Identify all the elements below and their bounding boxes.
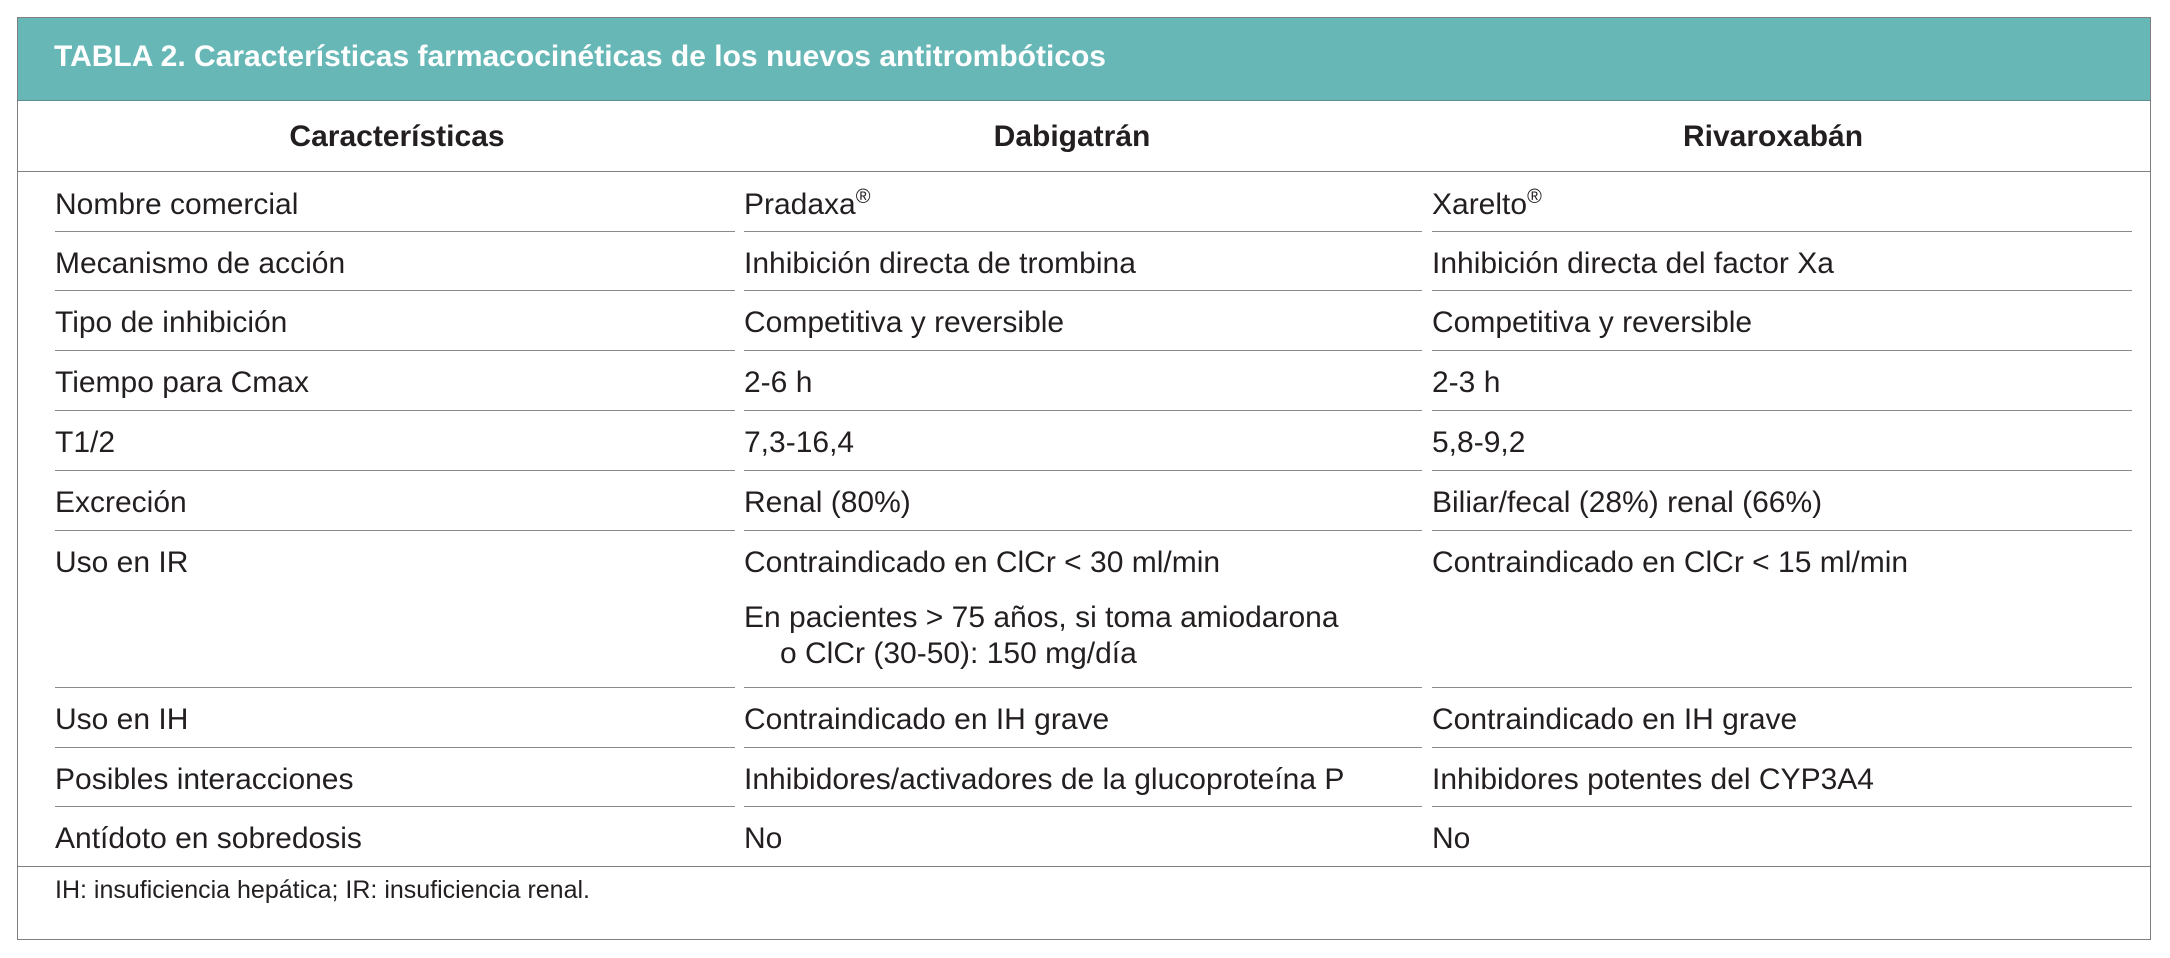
- rivaroxaban-cell: Biliar/fecal (28%) renal (66%): [1432, 486, 1823, 519]
- rivaroxaban-cell: No: [1432, 822, 1471, 855]
- table-title: TABLA 2. Características farmacocinéticas de los nuevos antitrombóticos: [54, 40, 1106, 73]
- column-header-rivaroxaban: Rivaroxabán: [1682, 120, 1864, 153]
- table-footnote: IH: insuficiencia hepática; IR: insuficiencia renal.: [55, 876, 590, 904]
- registered-mark: ®: [1527, 186, 1542, 208]
- dabigatran-cell: 7,3-16,4: [744, 426, 855, 459]
- column-header-dabigatran: Dabigatrán: [993, 120, 1151, 153]
- dabigatran-cell: Inhibición directa de trombina: [744, 247, 1136, 280]
- row-label: Uso en IH: [55, 703, 189, 736]
- dabigatran-cell: Renal (80%): [744, 486, 911, 519]
- table-row: [18, 687, 2150, 747]
- dabigatran-cell: Competitiva y reversible: [744, 306, 1065, 339]
- rivaroxaban-cell: [1432, 184, 1542, 226]
- trade-name: Pradaxa: [744, 188, 856, 221]
- table-row: [18, 747, 2150, 806]
- note-line: o ClCr (30-50): 150 mg/día: [780, 637, 1137, 670]
- rivaroxaban-cell: Contraindicado en IH grave: [1432, 703, 1798, 736]
- dabigatran-cell: Contraindicado en ClCr < 30 ml/min: [744, 546, 1221, 579]
- rivaroxaban-cell: 5,8-9,2: [1432, 426, 1526, 459]
- dabigatran-cell: [744, 184, 871, 226]
- table-row: [18, 350, 2150, 410]
- dabigatran-cell: 2-6 h: [744, 366, 813, 399]
- row-label: T1/2: [55, 426, 116, 459]
- table-title-bar: [18, 18, 2150, 101]
- table-row: [18, 806, 2150, 866]
- column-header-caracteristicas: Características: [289, 120, 505, 153]
- table-row: [18, 470, 2150, 530]
- row-label: Excreción: [55, 486, 187, 519]
- dabigatran-note: [744, 600, 1339, 672]
- rivaroxaban-cell: Competitiva y reversible: [1432, 306, 1753, 339]
- rivaroxaban-cell: 2-3 h: [1432, 366, 1501, 399]
- table-row: [18, 530, 2150, 687]
- row-label: Antídoto en sobredosis: [55, 822, 362, 855]
- row-label: Tiempo para Cmax: [55, 366, 309, 399]
- trade-name: Xarelto: [1432, 188, 1528, 221]
- row-label: Uso en IR: [55, 546, 189, 579]
- dabigatran-cell: Inhibidores/activadores de la glucoproteína P: [744, 763, 1345, 796]
- table-bottom-rule: [18, 866, 2150, 867]
- table-row: [18, 410, 2150, 470]
- rivaroxaban-cell: Inhibición directa del factor Xa: [1432, 247, 1834, 280]
- row-label: Tipo de inhibición: [55, 306, 288, 339]
- dabigatran-cell: Contraindicado en IH grave: [744, 703, 1110, 736]
- table-header-row: [18, 101, 2150, 172]
- pharmacokinetics-table: [17, 17, 2151, 940]
- registered-mark: ®: [855, 186, 871, 208]
- table-row: [18, 231, 2150, 290]
- row-label: Nombre comercial: [55, 188, 299, 221]
- table-row: [18, 290, 2150, 350]
- row-label: Posibles interacciones: [55, 763, 354, 796]
- row-label: Mecanismo de acción: [55, 247, 346, 280]
- rivaroxaban-cell: Inhibidores potentes del CYP3A4: [1432, 763, 1874, 796]
- dabigatran-cell: No: [744, 822, 783, 855]
- table-row: [18, 172, 2150, 231]
- rivaroxaban-cell: Contraindicado en ClCr < 15 ml/min: [1432, 546, 1909, 579]
- note-line: En pacientes > 75 años, si toma amiodarona: [744, 601, 1339, 634]
